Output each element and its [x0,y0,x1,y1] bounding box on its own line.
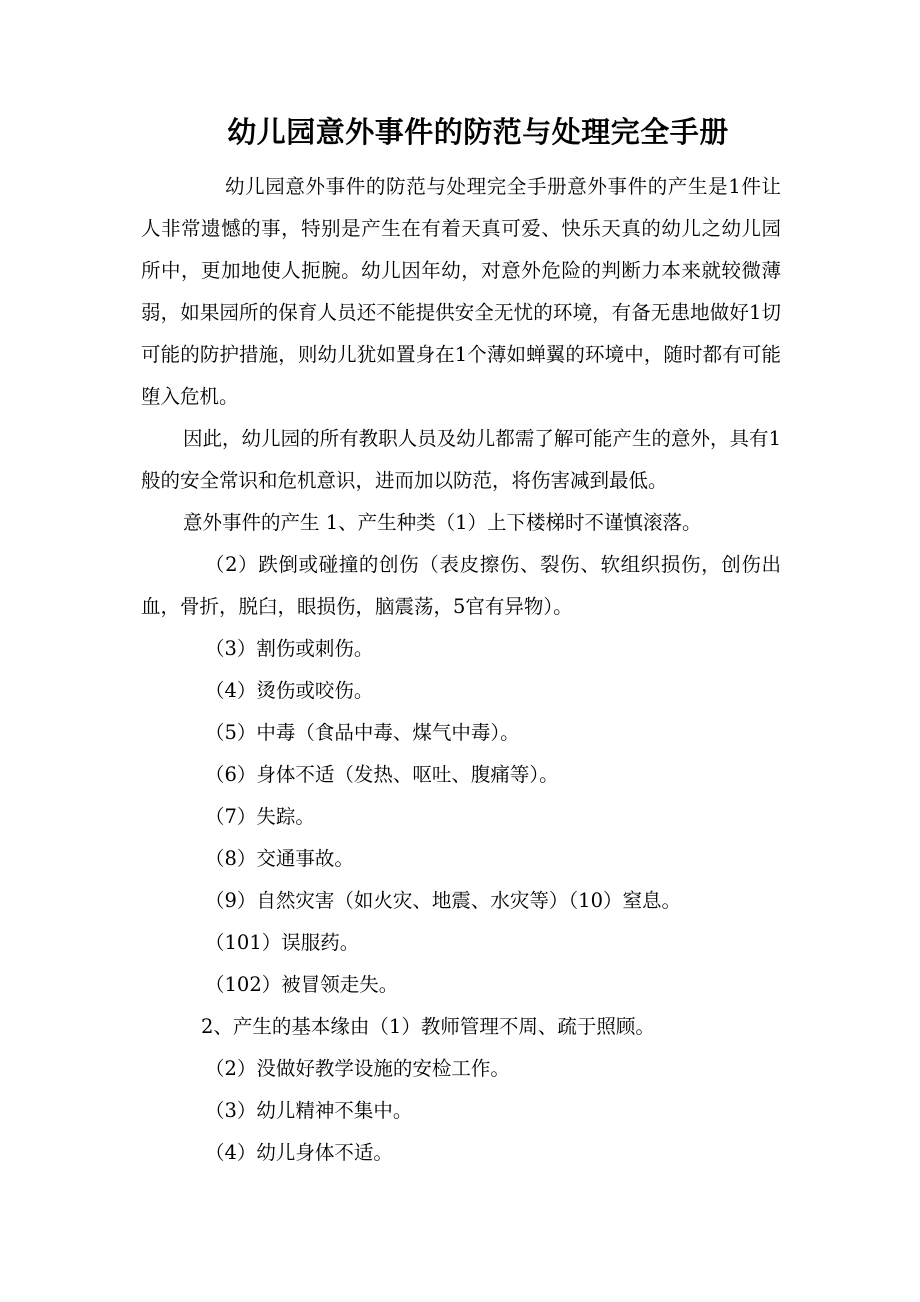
list-item: （5）中毒（食品中毒、煤气中毒）。 [205,721,520,744]
list-item: （3）幼儿精神不集中。 [205,1099,413,1122]
list-item: （2）跌倒或碰撞的创伤（表皮擦伤、裂伤、软组织损伤，创伤出血，骨折，脱臼，眼损伤，脑震荡，5官有异物）。 [141,553,781,618]
list-item: （101）误服药。 [205,931,360,954]
list-item: （6）身体不适（发热、呕吐、腹痛等）。 [205,763,559,786]
list-item: （4）幼儿身体不适。 [205,1141,393,1164]
document-body [141,166,781,1174]
paragraph-awareness: 因此，幼儿园的所有教职人员及幼儿都需了解可能产生的意外，具有1般的安全常识和危机意识，进而加以防范，将伤害减到最低。 [141,427,781,492]
list-item: （8）交通事故。 [205,847,354,870]
list-item: （4）烫伤或咬伤。 [205,679,374,702]
paragraph-causes-heading: 2、产生的基本缘由（1）教师管理不周、疏于照顾。 [201,1015,655,1038]
paragraph-intro: 幼儿园意外事件的防范与处理完全手册意外事件的产生是1件让人非常遗憾的事，特别是产生在有着天真可爱、快乐天真的幼儿之幼儿园所中，更加地使人扼腕。幼儿因年幼，对意外危险的判断力本来就较微薄弱，如果园所的保育人员还不能提供安全无忧的环境，有备无患地做好1切可能的防护措施，则幼儿犹如置身在1个薄如蝉翼的环境中，随时都有可能堕入危机。 [141,175,781,408]
document-title: 幼儿园意外事件的防范与处理完全手册 [227,115,729,149]
list-item: （9）自然灾害（如火灾、地震、水灾等）（10）窒息。 [205,889,681,912]
paragraph-types-heading: 意外事件的产生 1、产生种类（1）上下楼梯时不谨慎滚落。 [183,511,702,534]
list-item: （2）没做好教学设施的安检工作。 [205,1057,510,1080]
list-item: （102）被冒领走失。 [205,973,399,996]
list-item: （7）失踪。 [205,805,315,828]
list-item: （3）割伤或刺伤。 [205,637,374,660]
